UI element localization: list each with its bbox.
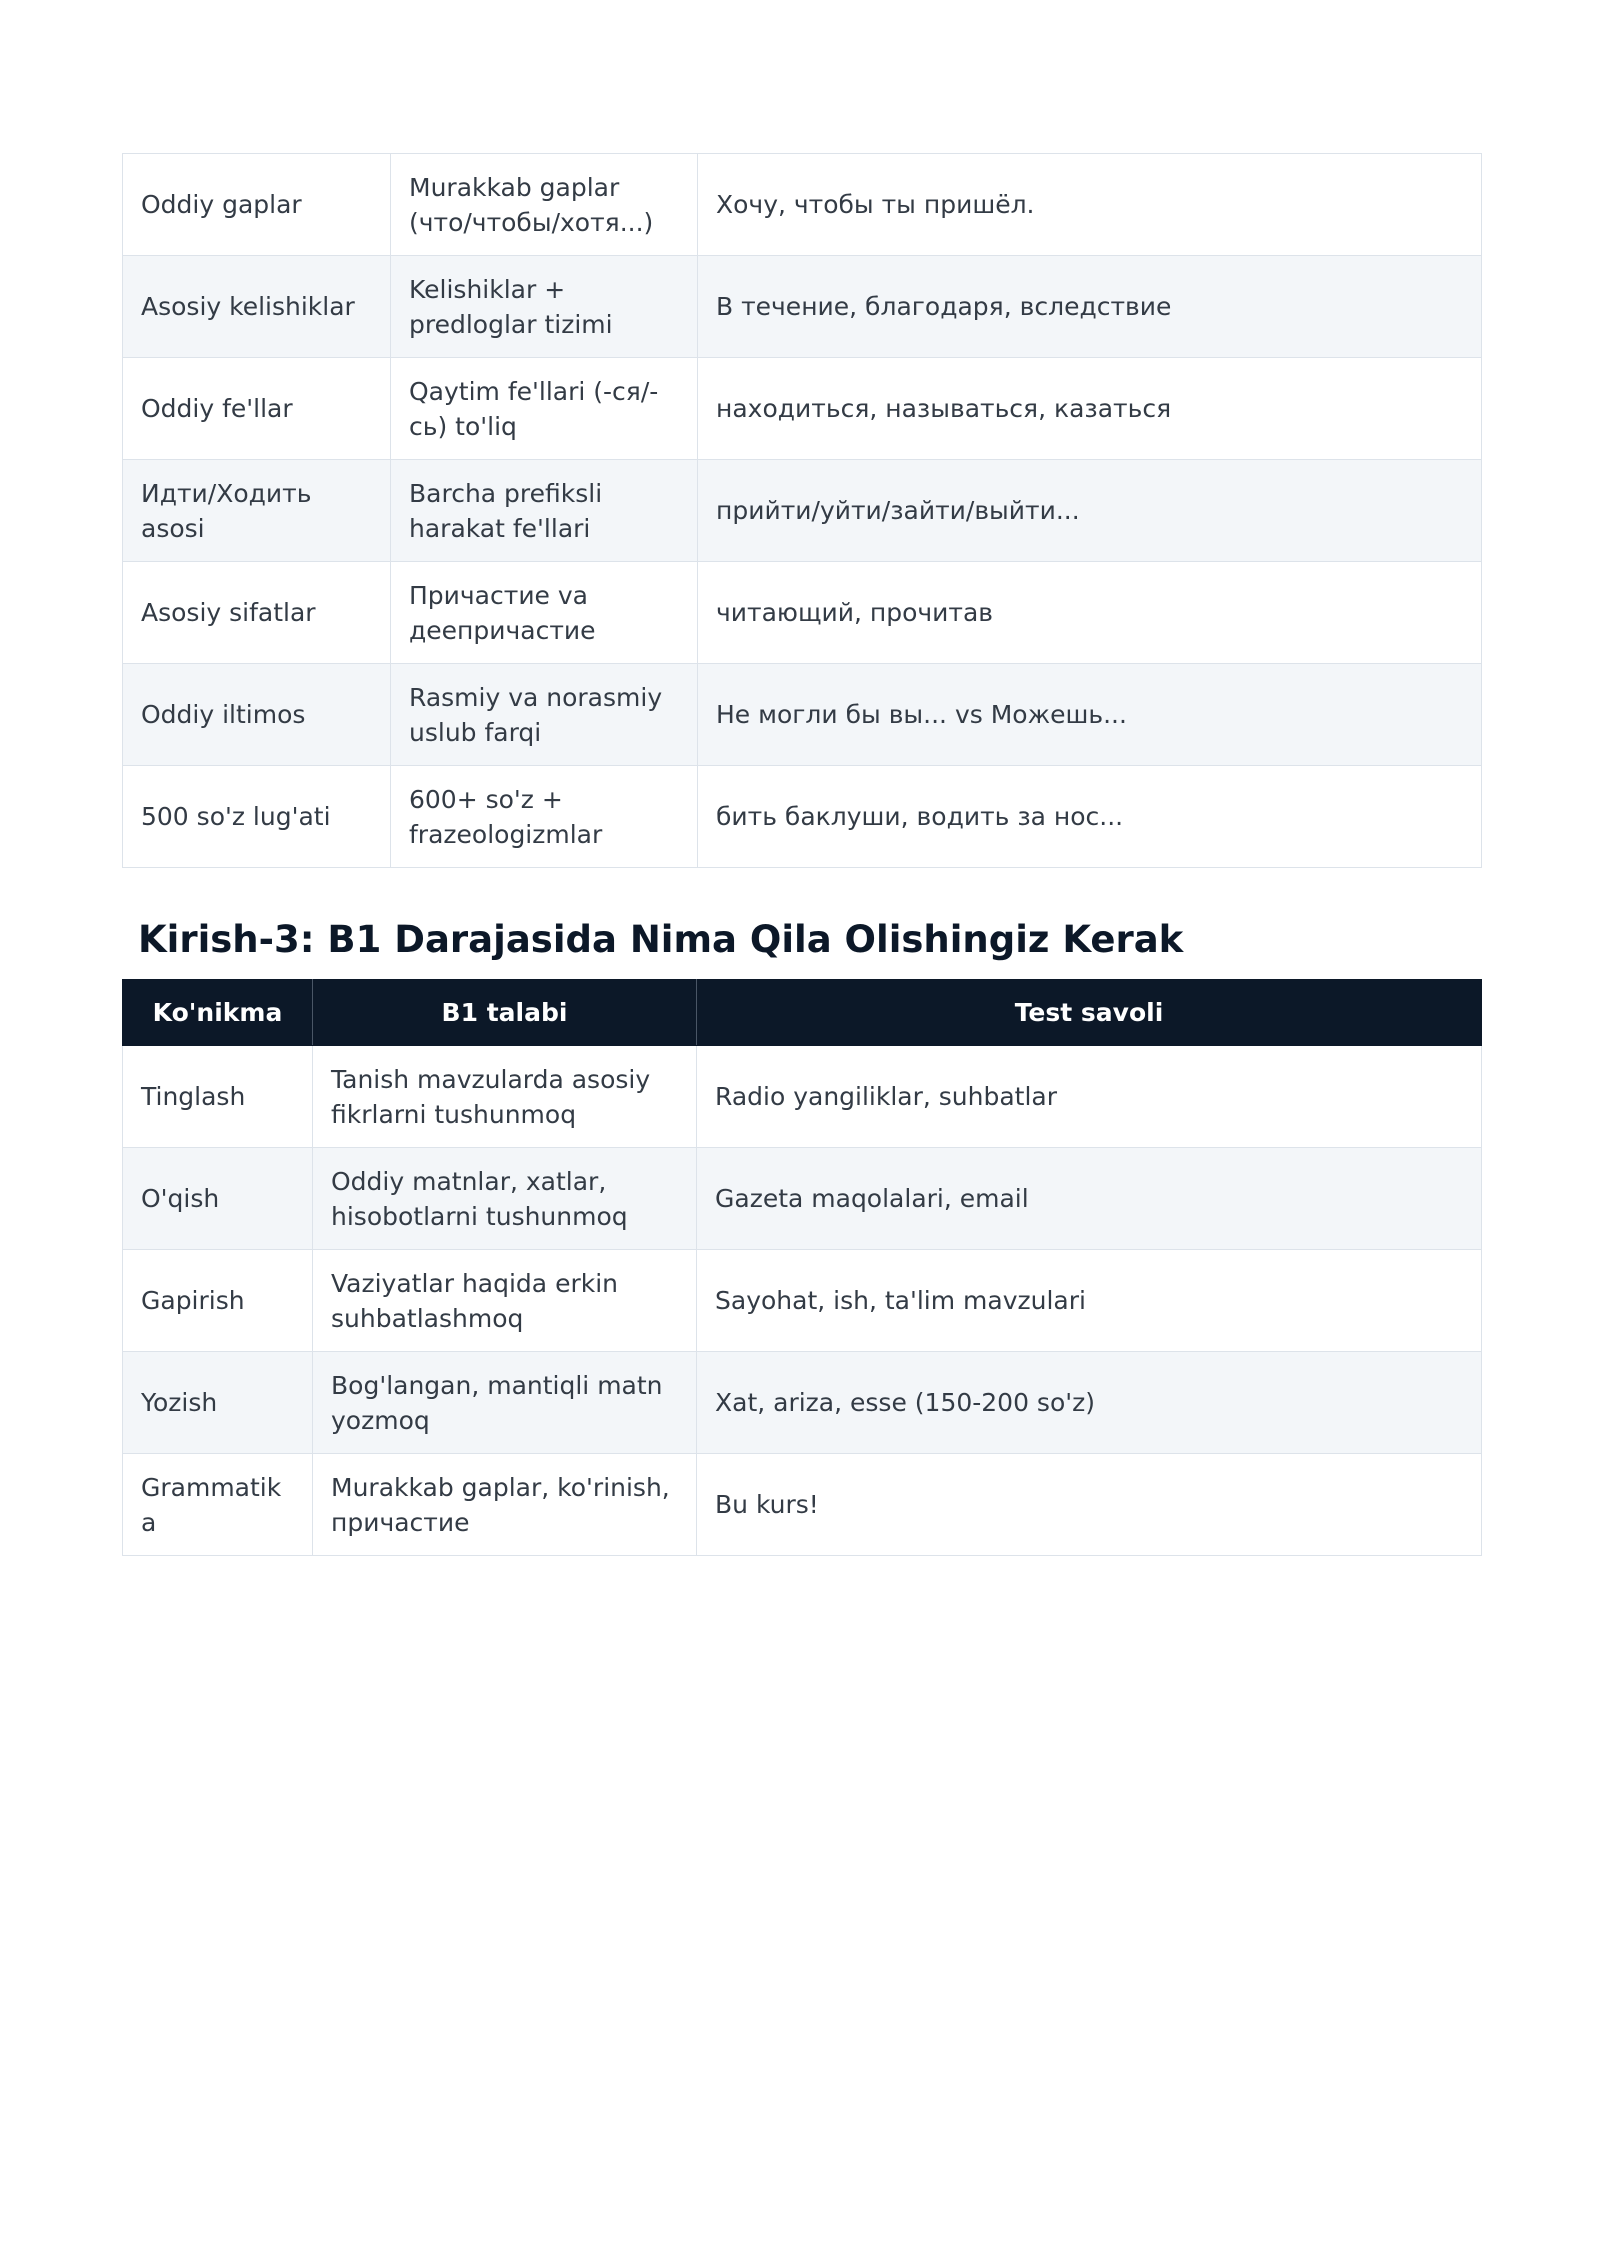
table-row <box>123 358 1482 460</box>
table-cell: бить баклуши, водить за нос... <box>698 766 1482 868</box>
table-row <box>123 1454 1482 1556</box>
table-cell: Tinglash <box>123 1046 313 1148</box>
table-cell: Gazeta maqolalari, email <box>697 1148 1482 1250</box>
table-row <box>123 766 1482 868</box>
table-row <box>123 1352 1482 1454</box>
table-row <box>123 256 1482 358</box>
table-row <box>123 460 1482 562</box>
table-cell: Oddiy fe'llar <box>123 358 391 460</box>
table-cell: Asosiy sifatlar <box>123 562 391 664</box>
column-header: Ko'nikma <box>123 980 313 1046</box>
table-cell: 600+ so'z + frazeologizmlar <box>391 766 698 868</box>
table-cell: Vaziyatlar haqida erkin suhbatlashmoq <box>313 1250 697 1352</box>
b1-requirements-table <box>122 979 1482 1556</box>
table-cell: Kelishiklar + predloglar tizimi <box>391 256 698 358</box>
table-row <box>123 1148 1482 1250</box>
comparison-table <box>122 153 1482 868</box>
table-cell: Qaytim fe'llari (-ся/-сь) to'liq <box>391 358 698 460</box>
table-cell: 500 so'z lug'ati <box>123 766 391 868</box>
table-cell: Radio yangiliklar, suhbatlar <box>697 1046 1482 1148</box>
table-cell: Oddiy iltimos <box>123 664 391 766</box>
table-row <box>123 154 1482 256</box>
table-cell: Rasmiy va norasmiy uslub farqi <box>391 664 698 766</box>
table-header-row <box>123 980 1482 1046</box>
table-cell: прийти/уйти/зайти/выйти... <box>698 460 1482 562</box>
table-cell: Oddiy gaplar <box>123 154 391 256</box>
table-cell: Oddiy matnlar, xatlar, hisobotlarni tushunmoq <box>313 1148 697 1250</box>
table-cell: Gapirish <box>123 1250 313 1352</box>
table-cell: O'qish <box>123 1148 313 1250</box>
table-cell: читающий, прочитав <box>698 562 1482 664</box>
table-cell: Tanish mavzularda asosiy fikrlarni tushunmoq <box>313 1046 697 1148</box>
column-header: B1 talabi <box>313 980 697 1046</box>
table-cell: Не могли бы вы... vs Можешь... <box>698 664 1482 766</box>
table-cell: Причастие va деепричастие <box>391 562 698 664</box>
table-cell: Murakkab gaplar, ko'rinish, причастие <box>313 1454 697 1556</box>
table-cell: Yozish <box>123 1352 313 1454</box>
table-cell: Barcha prefiksli harakat fe'llari <box>391 460 698 562</box>
table-cell: Идти/Ходить asosi <box>123 460 391 562</box>
table-row <box>123 1250 1482 1352</box>
table-cell: Bu kurs! <box>697 1454 1482 1556</box>
table-row <box>123 1046 1482 1148</box>
table-cell: Sayohat, ish, ta'lim mavzulari <box>697 1250 1482 1352</box>
table-cell: Murakkab gaplar (что/чтобы/хотя...) <box>391 154 698 256</box>
table-cell: Xat, ariza, esse (150-200 so'z) <box>697 1352 1482 1454</box>
table-row <box>123 562 1482 664</box>
table-cell: находиться, называться, казаться <box>698 358 1482 460</box>
table-cell: Bog'langan, mantiqli matn yozmoq <box>313 1352 697 1454</box>
column-header: Test savoli <box>697 980 1482 1046</box>
table-cell: В течение, благодаря, вследствие <box>698 256 1482 358</box>
table-cell: Grammatika <box>123 1454 313 1556</box>
table-row <box>123 664 1482 766</box>
section-title: Kirish-3: B1 Darajasida Nima Qila Olishingiz Kerak <box>138 918 1184 961</box>
table-cell: Хочу, чтобы ты пришёл. <box>698 154 1482 256</box>
table-cell: Asosiy kelishiklar <box>123 256 391 358</box>
